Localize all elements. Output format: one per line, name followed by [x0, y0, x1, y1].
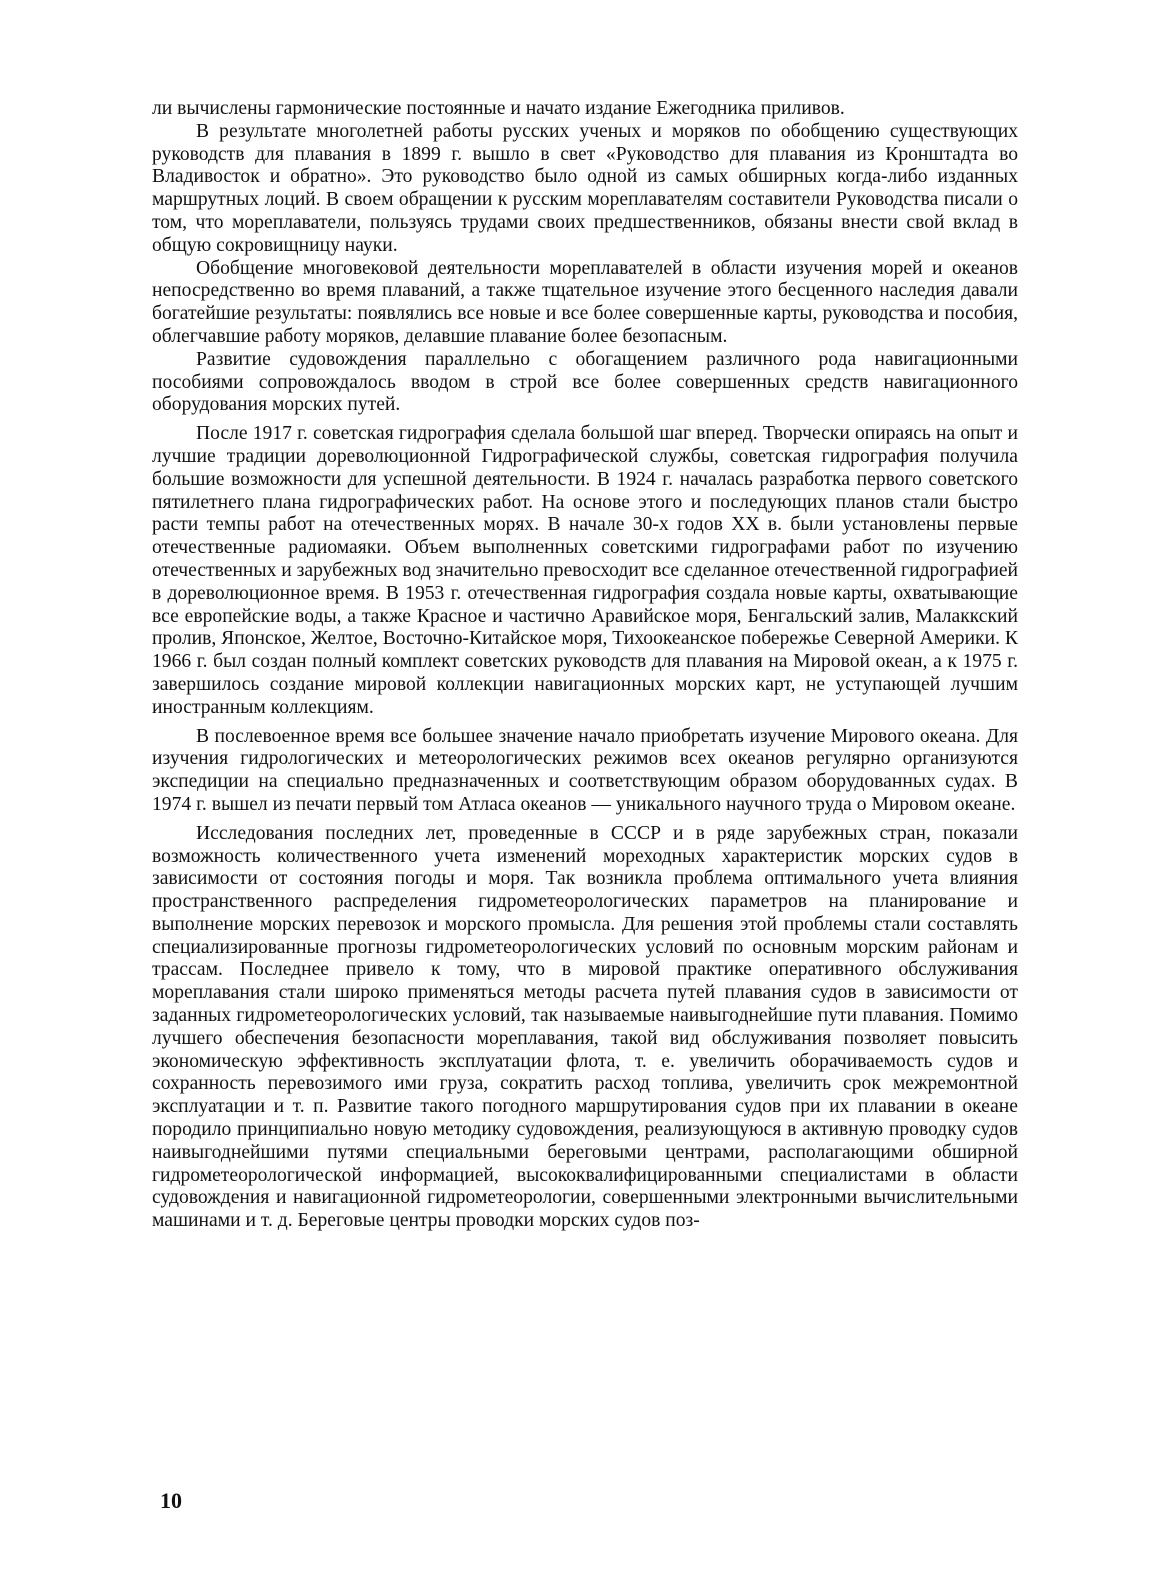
paragraph: В послевоенное время все большее значение начало приобретать изучение Мирового океана. Для изучения гидрологических и метеорологических режимов всех океанов регулярно организуются экспедиции на специально предназначенных и соответствующим образом оборудованных судах. В 1974 г. вышел из печати первый том Атласа океанов — уникального научного труда о Мировом океане.	[152, 725, 1018, 815]
paragraph: Развитие судовождения параллельно с обогащением различного рода навигационными пособиями сопровождалось вводом в строй все более совершенных средств навигационного оборудования морских путей.	[152, 348, 1018, 416]
paragraph: Исследования последних лет, проведенные в СССР и в ряде зарубежных стран, показали возможность количественного учета изменений мореходных характеристик морских судов в зависимости от состояния погоды и моря. Так возникла проблема оптимального учета влияния пространственного распределения гидрометеорологических параметров на планирование и выполнение морских перевозок и морского промысла. Для решения этой проблемы стали составлять специализированные прогнозы гидрометеорологических условий по основным морским районам и трассам. Последнее привело к тому, что в мировой практике оперативного обслуживания мореплавания стали широко применяться методы расчета путей плавания судов в зависимости от заданных гидрометеорологических условий, так называемые наивыгоднейшие пути плавания. Помимо лучшего обеспечения безопасности мореплавания, такой вид обслуживания позволяет повысить экономическую эффективность эксплуатации флота, т. е. увеличить оборачиваемость судов и сохранность перевозимого ими груза, сократить расход топлива, увеличить срок межремонтной эксплуатации и т. п. Развитие такого погодного маршрутирования судов при их плавании в океане породило принципиально новую методику судовождения, реализующуюся в активную проводку судов наивыгоднейшими путями специальными береговыми центрами, располагающими обширной гидрометеорологической информацией, высококвалифицированными специалистами в области судовождения и навигационной гидрометеорологии, совершенными электронными вычислительными машинами и т. д. Береговые центры проводки морских судов поз-	[152, 822, 1018, 1232]
page-number: 10	[160, 1488, 182, 1513]
paragraph-continued: ли вычислены гармонические постоянные и начато издание Ежегодника приливов.	[152, 98, 845, 119]
paragraph: Обобщение многовековой деятельности мореплавателей в области изучения морей и океанов непосредственно во время плаваний, а также тщательное изучение этого бесценного наследия давали богатейшие результаты: появлялись все новые и все более совершенные карты, руководства и пособия, облегчавшие работу моряков, делавшие плавание более безопасным.	[152, 257, 1018, 347]
paragraph: После 1917 г. советская гидрография сделала большой шаг вперед. Творчески опираясь на опыт и лучшие традиции дореволюционной Гидрографической службы, советская гидрография получила большие возможности для успешной деятельности. В 1924 г. началась разработка первого советского пятилетнего плана гидрографических работ. На основе этого и последующих планов стали быстро расти темпы работ на отечественных морях. В начале 30-х годов XX в. были установлены первые отечественные радиомаяки. Объем выполненных советскими гидрографами работ по изучению отечественных и зарубежных вод значительно превосходит все сделанное отечественной гидрографией в дореволюционное время. В 1953 г. отечественная гидрография создала новые карты, охватывающие все европейские воды, а также Красное и частично Аравийское моря, Бенгальский залив, Малаккский пролив, Японское, Желтое, Восточно-Китайское моря, Тихоокеанское побережье Северной Америки. К 1966 г. был создан полный комплект советских руководств для плавания на Мировой океан, а к 1975 г. завершилось создание мировой коллекции навигационных морских карт, не уступающей лучшим иностранным коллекциям.	[152, 423, 1019, 718]
paragraph: В результате многолетней работы русских ученых и моряков по обобщению существующих руководств для плавания в 1899 г. вышло в свет «Руководство для плавания из Кронштадта во Владивосток и обратно». Это руководство было одной из самых обширных когда-либо изданных маршрутных лоций. В своем обращении к русским мореплавателям составители Руководства писали о том, что мореплаватели, пользуясь трудами своих предшественников, обязаны внести свой вклад в общую сокровищницу науки.	[152, 120, 1018, 256]
body-text	[152, 98, 1018, 1233]
